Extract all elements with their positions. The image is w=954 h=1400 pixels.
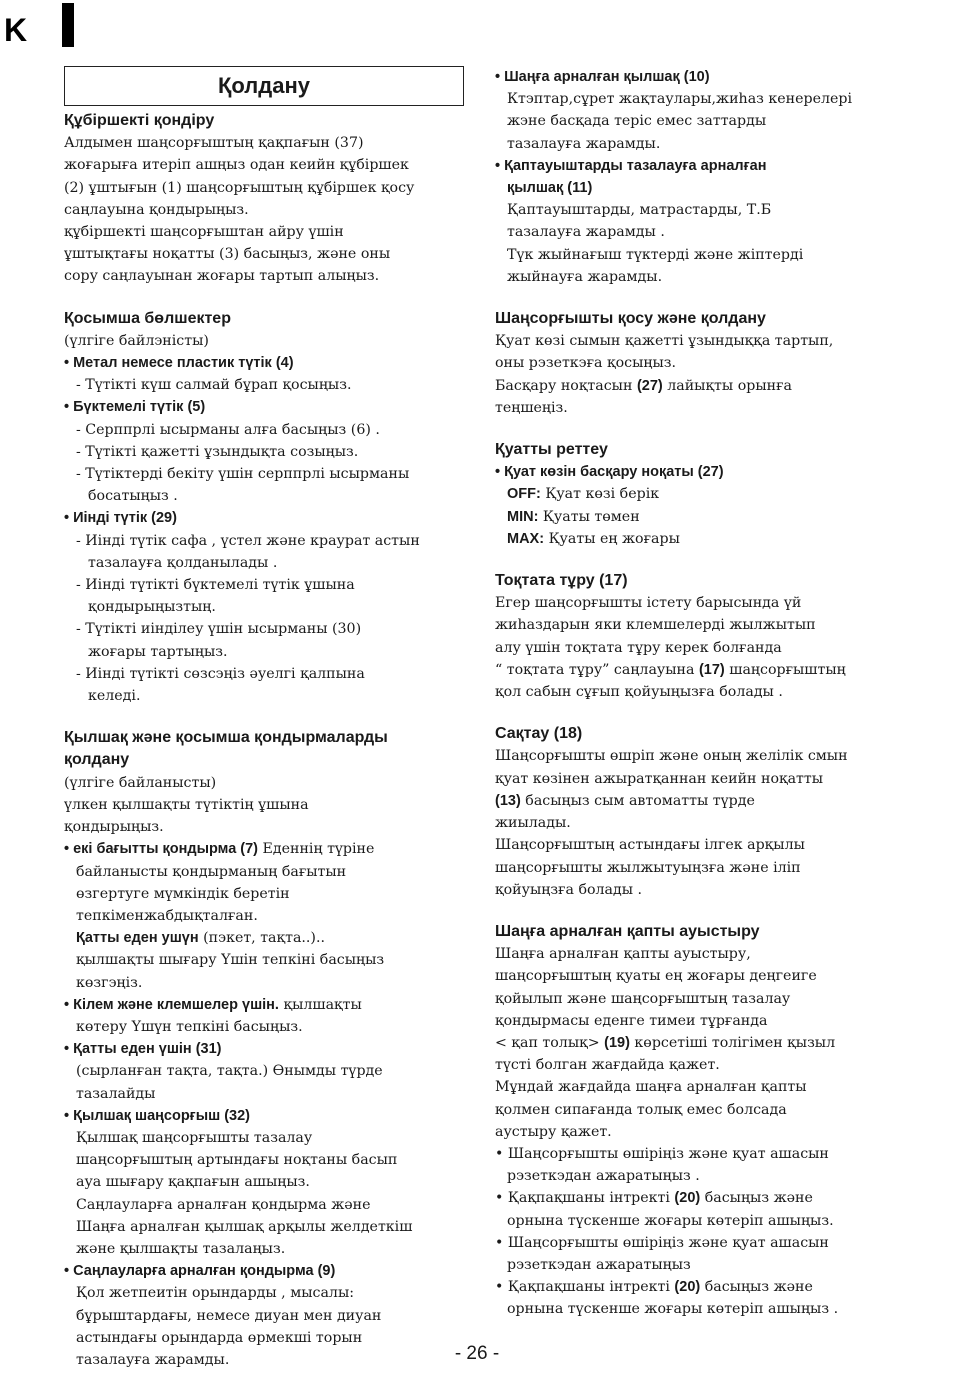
text-line: Қуат көзі сымын қажетті ұзындыққа тартып, [495, 333, 834, 350]
bullet-heading-continued: қылшақ (11) [507, 180, 593, 197]
bold-fragment: (20) [674, 1279, 701, 1296]
indented-line: өзгертуге мүмкіндік беретін [76, 885, 290, 902]
mixed-line [495, 528, 900, 550]
text-line: Шаңсорғышты өшріп және оның желілік смын [495, 748, 848, 765]
line-rest: басыңыз және [700, 1190, 813, 1207]
bullet-heading: • Қатты еден үшін (31) [64, 1041, 222, 1058]
text-line: қойылып және шаңсорғыштың тазалау [495, 990, 791, 1007]
indented-line: көзгэңіз. [76, 974, 143, 991]
bold-fragment: MAX: [507, 530, 545, 547]
bullet-heading: • Қаптауыштарды тазалауға арналған [495, 157, 767, 174]
indented-line: ауа шығару қақпағын ашыңыз. [76, 1174, 310, 1191]
dash-item-continued: тазалауға қолданылады . [88, 554, 278, 571]
text-line: шаңсорғышты жылжытуыңзға және іліп [495, 859, 801, 876]
section-gap [495, 288, 900, 308]
indented-line: байланысты қондырманың бағытын [76, 863, 347, 880]
dash-item: - Серппрлі ысырманы алға басыңыз (6) . [76, 421, 380, 438]
text-line: (үлгіге байлэністы) [64, 332, 209, 349]
text-line: Алдымен шаңсорғыштың қақпағын (37) [64, 135, 364, 152]
dash-item: - Түтікті күш салмай бұрап қосыңыз. [76, 377, 352, 394]
text-line: саңлауына қондырыңыз. [64, 201, 249, 218]
bold-fragment: (17) [698, 661, 725, 678]
language-marker-bar [62, 3, 74, 47]
bullet-heading: • Қылшақ шаңсорғыш (32) [64, 1107, 250, 1124]
bullet-item: • Шаңсорғышты өшіріңіз және қуат ашасын [495, 1234, 829, 1251]
bold-fragment: (20) [674, 1190, 701, 1207]
text-line: жоғарыға итеріп ашңыз одан кеийн құбіршек [64, 157, 409, 174]
indented-line: астындағы орындарда өрмекші торын [76, 1329, 363, 1346]
mixed-line [495, 506, 900, 528]
section-heading: Шаңсорғышты қосу және қолдану [495, 310, 766, 328]
bold-fragment: OFF: [507, 486, 541, 503]
text-line: түсті болган жағдайда қажет. [495, 1057, 720, 1074]
bullet-heading: • Иінді түтік (29) [64, 510, 177, 527]
text-line: теңшеңіз. [495, 399, 568, 416]
bold-fragment: (27) [636, 377, 663, 394]
language-marker: K [4, 12, 28, 48]
bullet-heading: • Шаңға арналған қылшақ (10) [495, 69, 710, 85]
indented-line: тазалауға жарамды. [507, 135, 661, 152]
text-line: аустыру қажет. [495, 1123, 612, 1140]
text-line: қондырыңыз. [64, 819, 164, 836]
line-prefix: < қап толық> [495, 1034, 605, 1051]
indented-line: рэзеткэдан ажаратыңыз . [507, 1168, 700, 1185]
text-line: Шаңсорғыштың астындағы ілгек арқылы [495, 837, 805, 854]
line-rest: Қуат көзі берік [540, 486, 660, 503]
line-rest: Еденнің түріне [258, 841, 375, 858]
text-line: қойуыңзға болады . [495, 881, 643, 898]
indented-line: Ктэптар,сұрет жақтаулары,жиһаз кенерелері [507, 91, 853, 108]
right-column [495, 66, 900, 1321]
section-heading: Шаңға арналған қапты ауыстыру [495, 922, 760, 940]
text-line: жиылады. [495, 815, 571, 832]
section-title: Қолдану [64, 66, 464, 106]
section-heading: қолдану [64, 751, 130, 769]
text-line: (2) ұштығын (1) шаңсорғыштың құбіршек қосу [64, 179, 415, 196]
bold-fragment: • екі бағытты қондырма (7) [64, 841, 259, 858]
text-line: шаңсорғыштың қуаты ең жоғары деңгеиге [495, 968, 817, 985]
dash-item: - Түтікті қажетті ұзындықта созыңыз. [76, 443, 359, 460]
section-heading: Қосымша бөлшектер [64, 309, 231, 327]
section-gap [64, 288, 464, 308]
text-line: қуат көзінен ажыратқаннан кеийн ноқатты [495, 770, 824, 787]
mixed-line [495, 483, 900, 505]
indented-line: қылшақты шығару Үшін тепкіні басыңыз [76, 952, 385, 969]
indented-line: бұрыштардағы, немесе диуан мен диуан [76, 1307, 382, 1324]
text-line: Егер шаңсорғышты істету барысында үй [495, 595, 802, 612]
text-line: жиһаздарын яки клемшелерді жылжытып [495, 617, 816, 634]
text-line: үлкен қылшақты түтіктің ұшына [64, 796, 309, 813]
text-line: Мұндай жағдайда шаңға арналған қапты [495, 1079, 807, 1096]
bold-fragment: MIN: [507, 508, 539, 525]
bullet-heading: • Метал немесе пластик түтік (4) [64, 355, 294, 372]
line-prefix: • Қақпақшаны інтректі [495, 1190, 675, 1207]
dash-item-continued: келеді. [88, 688, 141, 705]
line-rest: шаңсорғыштың [724, 661, 846, 678]
text-line: оны рэзеткэға қосыңыз. [495, 355, 677, 372]
indented-line: Саңлауларға арналған қондырма және [76, 1196, 371, 1213]
bullet-heading: • Бүктемелі түтік (5) [64, 399, 206, 416]
mixed-line [495, 790, 900, 812]
section-heading: Құбіршекті қондіру [64, 112, 215, 129]
page-number: - 26 - [454, 1343, 500, 1364]
indented-line: және қылшақты тазалаңыз. [76, 1240, 286, 1257]
line-prefix: Басқару ноқтасын [495, 377, 637, 394]
indented-line: рэзеткэдан ажаратыңыз [507, 1256, 691, 1273]
dash-item: - Иінді түтікті бүктемелі түтік ұшына [76, 577, 355, 594]
indented-line: жыйнауға жарамды. [507, 268, 663, 285]
line-rest: басыңыз және [700, 1279, 813, 1296]
section-gap [495, 550, 900, 570]
mixed-line [64, 994, 464, 1016]
dash-item: - Иінді түтік сафа , үстел және краурат астын [76, 532, 420, 549]
text-line: (үлгіге байланысты) [64, 774, 217, 791]
bold-fragment: (19) [604, 1034, 630, 1051]
dash-item-continued: босатыңыз . [88, 488, 178, 505]
line-rest: көрсетіші толігімен қызыл [629, 1034, 836, 1051]
section-heading: Сақтау (18) [495, 725, 583, 743]
mixed-line [495, 1032, 900, 1054]
bullet-item: • Шаңсорғышты өшіріңіз және қуат ашасын [495, 1145, 829, 1162]
text-line: қолмен сипағанда толық емес болсада [495, 1101, 787, 1118]
indented-line: (сырланған тақта, тақта.) Өнымды түрде [76, 1063, 383, 1080]
indented-line: шаңсорғыштың артындағы ноқтаны басып [76, 1152, 398, 1169]
text-line: қол сабын сұғып қойуыңызға болады . [495, 684, 783, 701]
text-line: алу үшін тоқтата тұру керек болғанда [495, 639, 782, 656]
text-line: сору саңлауынан жоғары тартып алыңыз. [64, 268, 380, 285]
dash-item: - Түтікті иінділеу үшін ысырманы (30) [76, 621, 362, 638]
dash-item-continued: жоғары тартыңыз. [88, 643, 228, 660]
line-rest: басыңыз сым автоматты түрде [520, 792, 755, 809]
section-gap [495, 419, 900, 439]
line-prefix: • Қақпақшаны інтректі [495, 1279, 675, 1296]
line-prefix: “ тоқтата тұру” саңлауына [495, 661, 699, 678]
section-gap [64, 707, 464, 727]
text-line: ұштықтағы ноқатты (3) басыңыз, және оны [64, 246, 391, 263]
line-rest: Қуаты ең жоғары [544, 530, 680, 547]
line-rest: Қуаты төмен [538, 508, 640, 525]
indented-line: көтеру Үшүн тепкіні басыңыз. [76, 1018, 303, 1035]
dash-item-continued: қондырыңызтың. [88, 599, 216, 616]
left-column [64, 66, 464, 1371]
mixed-line [495, 1276, 900, 1298]
line-rest: лайықты орынға [662, 377, 792, 394]
line-rest: (пэкет, тақта..).. [198, 930, 325, 947]
indented-line: орнына түскенше жоғары көтеріп ашыңыз. [507, 1212, 834, 1229]
indented-line: тазалауға жарамды . [507, 224, 665, 241]
bullet-heading: • Саңлауларға арналған қондырма (9) [64, 1263, 336, 1280]
text-line: құбіршекті шаңсорғыштан айру үшін [64, 224, 344, 241]
bold-fragment: (13) [495, 792, 521, 809]
indented-line: Қылшақ шаңсорғышты тазалау [76, 1129, 313, 1146]
section-heading: Тоқтата тұру (17) [495, 572, 628, 590]
text-line: Шаңға арналған қапты ауыстыру, [495, 946, 751, 963]
mixed-line [495, 1187, 900, 1209]
bullet-heading: • Қуат көзін басқару ноқаты (27) [495, 464, 724, 481]
line-rest: қылшақты [278, 996, 362, 1013]
indented-line: Қаптауыштарды, матрастарды, Т.Б [507, 202, 772, 219]
indented-line: тазалайды [76, 1085, 156, 1102]
bold-fragment: Қатты еден ушүн [76, 930, 199, 947]
indented-line: тепкіменжабдықталған. [76, 907, 258, 924]
mixed-line [64, 838, 464, 860]
dash-item: - Түтіктерді бекіту үшін серппрлі ысырманы [76, 466, 410, 483]
dash-item: - Иінді түтікті сөзсэңіз әуелгі қалпына [76, 665, 365, 682]
indented-line: жэне басқада теріс емес заттарды [507, 113, 767, 130]
text-line: қондырмасы еденге тимеи тұрғанда [495, 1012, 768, 1029]
indented-line: тазалауға жарамды. [76, 1351, 230, 1368]
mixed-line [495, 375, 900, 397]
section-gap [495, 901, 900, 921]
section-heading: Қуатты реттеу [495, 441, 608, 459]
indented-line: Қол жетпеитін орындарды , мысалы: [76, 1285, 355, 1302]
indented-line: Шаңға арналған қылшақ арқылы желдеткіш [76, 1218, 413, 1235]
indented-line: орнына түскенше жоғары көтеріп ашыңыз . [507, 1301, 839, 1318]
mixed-line [495, 659, 900, 681]
indented-line: Түк жыйнағыш түктерді және жіптерді [507, 246, 804, 263]
section-heading: Қылшақ және қосымша қондырмаларды [64, 729, 388, 747]
section-gap [495, 703, 900, 723]
mixed-line [64, 927, 464, 949]
bold-fragment: • Кілем және клемшелер үшін. [64, 996, 279, 1013]
